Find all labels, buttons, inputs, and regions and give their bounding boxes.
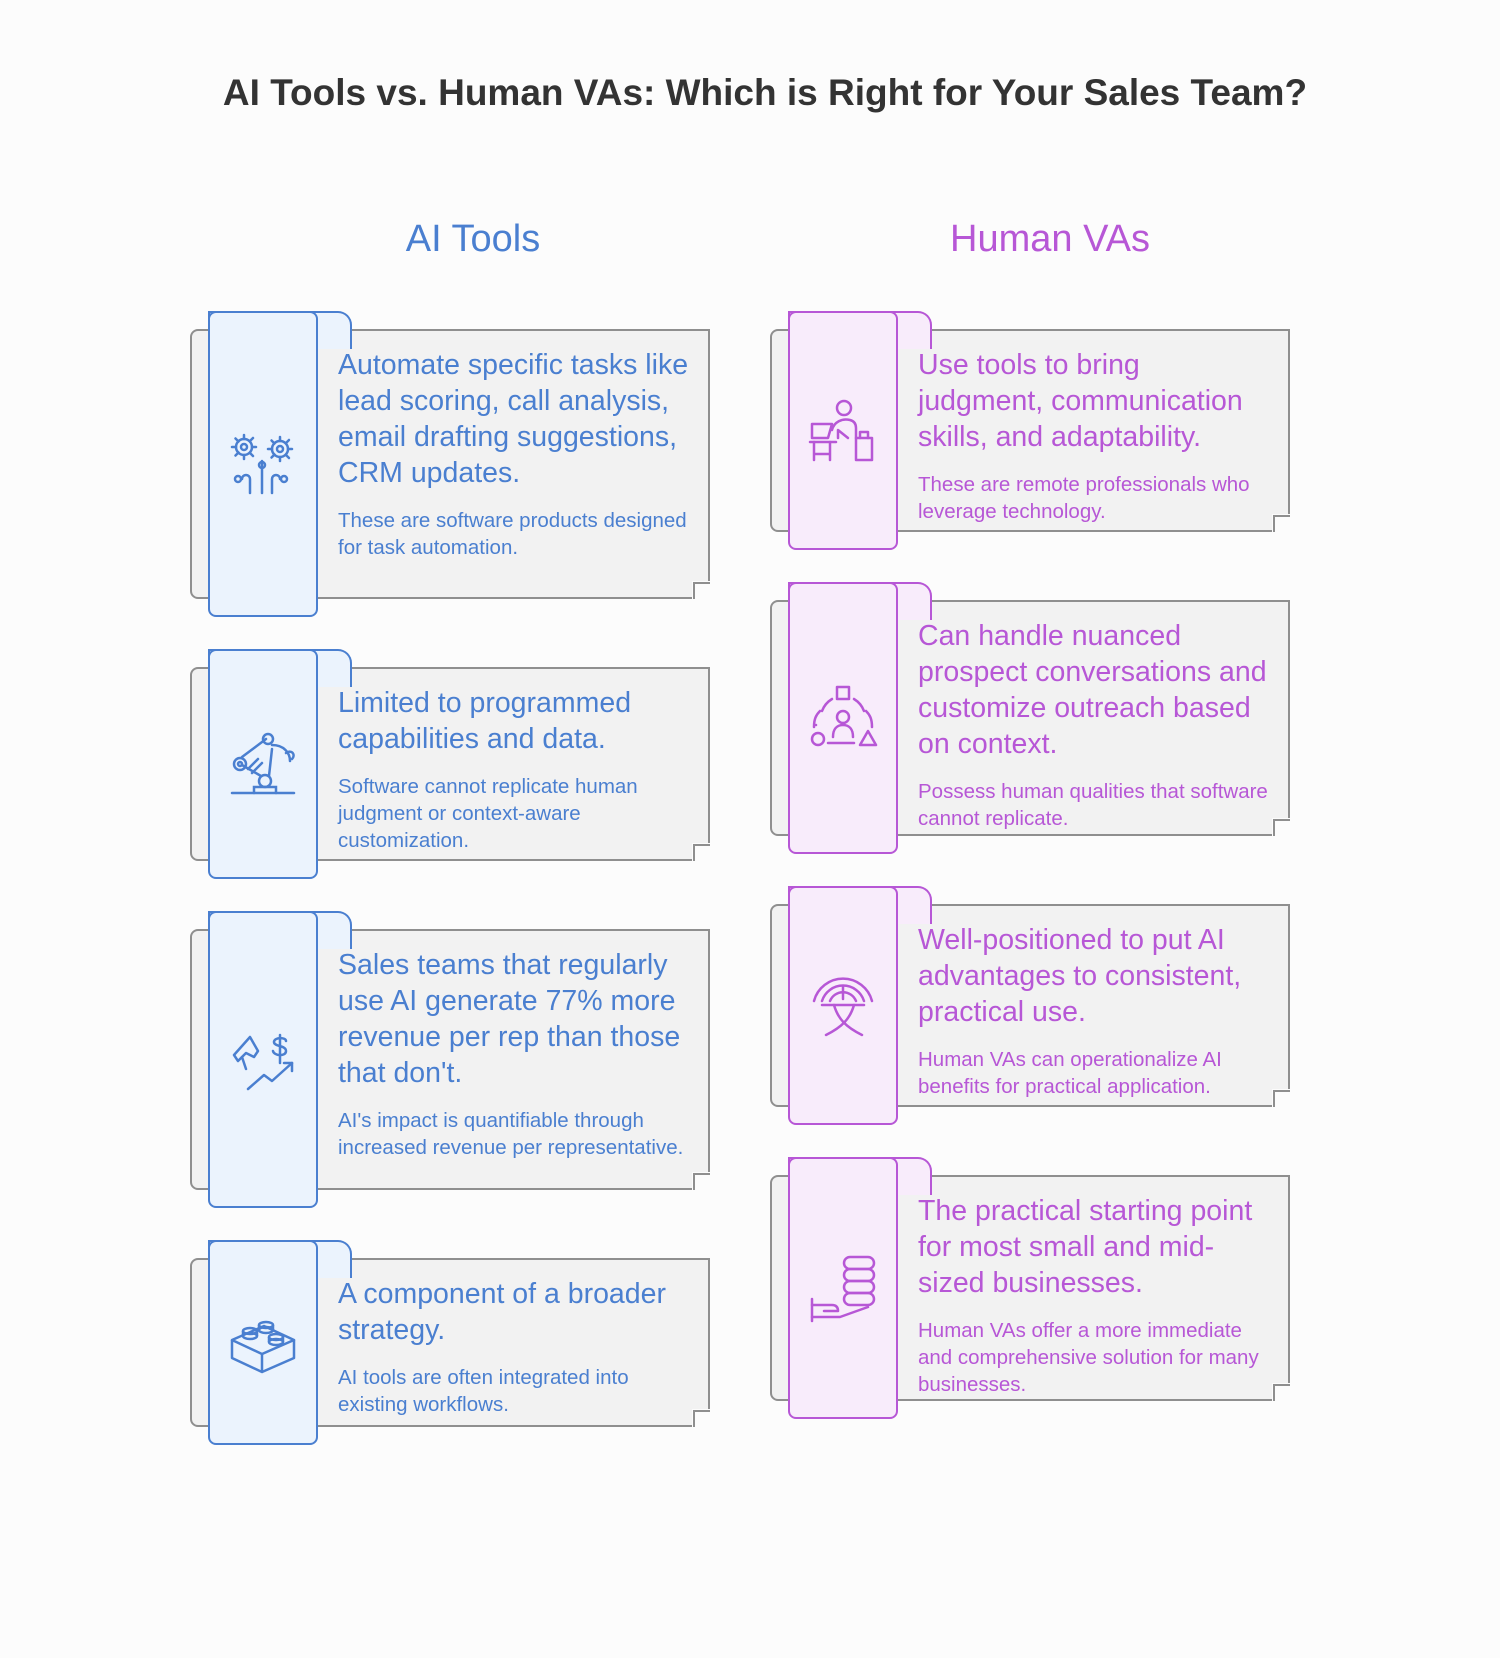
card-description: Software cannot replicate human judgment or context-aware customization. <box>338 775 638 852</box>
card-description: These are software products designed for task automation. <box>338 509 687 559</box>
card-description: These are remote professionals who leverage technology. <box>918 473 1250 523</box>
ai-card-automate <box>190 311 710 617</box>
revenue-growth-icon <box>228 1027 298 1093</box>
human-card-positioned <box>770 886 1290 1125</box>
person-shapes-icon <box>808 685 878 751</box>
human-card-tools <box>770 311 1290 550</box>
ai-card-component <box>190 1240 710 1445</box>
card-description: Human VAs can operationalize AI benefits for practical application. <box>918 1048 1222 1098</box>
translation-signal-icon <box>808 971 878 1041</box>
card-headline: Sales teams that regularly use AI generate 77% more revenue per rep than those that don't. <box>338 949 681 1089</box>
remote-worker-icon <box>808 398 878 464</box>
card-headline: The practical starting point for most small and mid-sized businesses. <box>918 1195 1253 1299</box>
card-description: Human VAs offer a more immediate and comprehensive solution for many businesses. <box>918 1319 1259 1396</box>
human-card-nuanced <box>770 582 1290 854</box>
card-headline: Well-positioned to put AI advantages to consistent, practical use. <box>918 924 1242 1028</box>
card-headline: Use tools to bring judgment, communication skills, and adaptability. <box>918 349 1243 453</box>
human-vas-heading: Human VAs <box>950 218 1150 260</box>
human-card-starting-point <box>770 1157 1290 1419</box>
card-headline: Automate specific tasks like lead scoring, call analysis, email drafting suggestions, CRM updates. <box>338 349 689 489</box>
gears-network-icon <box>228 431 298 497</box>
card-headline: A component of a broader strategy. <box>338 1278 666 1346</box>
page-title: AI Tools vs. Human VAs: Which is Right for Your Sales Team? <box>222 72 1308 113</box>
card-description: AI tools are often integrated into existing workflows. <box>338 1366 629 1416</box>
ai-card-revenue <box>190 911 710 1208</box>
card-headline: Limited to programmed capabilities and data. <box>338 687 632 755</box>
building-block-icon <box>228 1310 298 1376</box>
hand-database-icon <box>808 1253 878 1323</box>
robotic-arm-icon <box>228 731 298 797</box>
ai-card-limited <box>190 649 710 879</box>
card-description: AI's impact is quantifiable through increased revenue per representative. <box>338 1109 684 1159</box>
card-headline: Can handle nuanced prospect conversations and customize outreach based on context. <box>918 620 1267 760</box>
ai-tools-heading: AI Tools <box>405 218 541 260</box>
card-description: Possess human qualities that software cannot replicate. <box>918 780 1268 830</box>
